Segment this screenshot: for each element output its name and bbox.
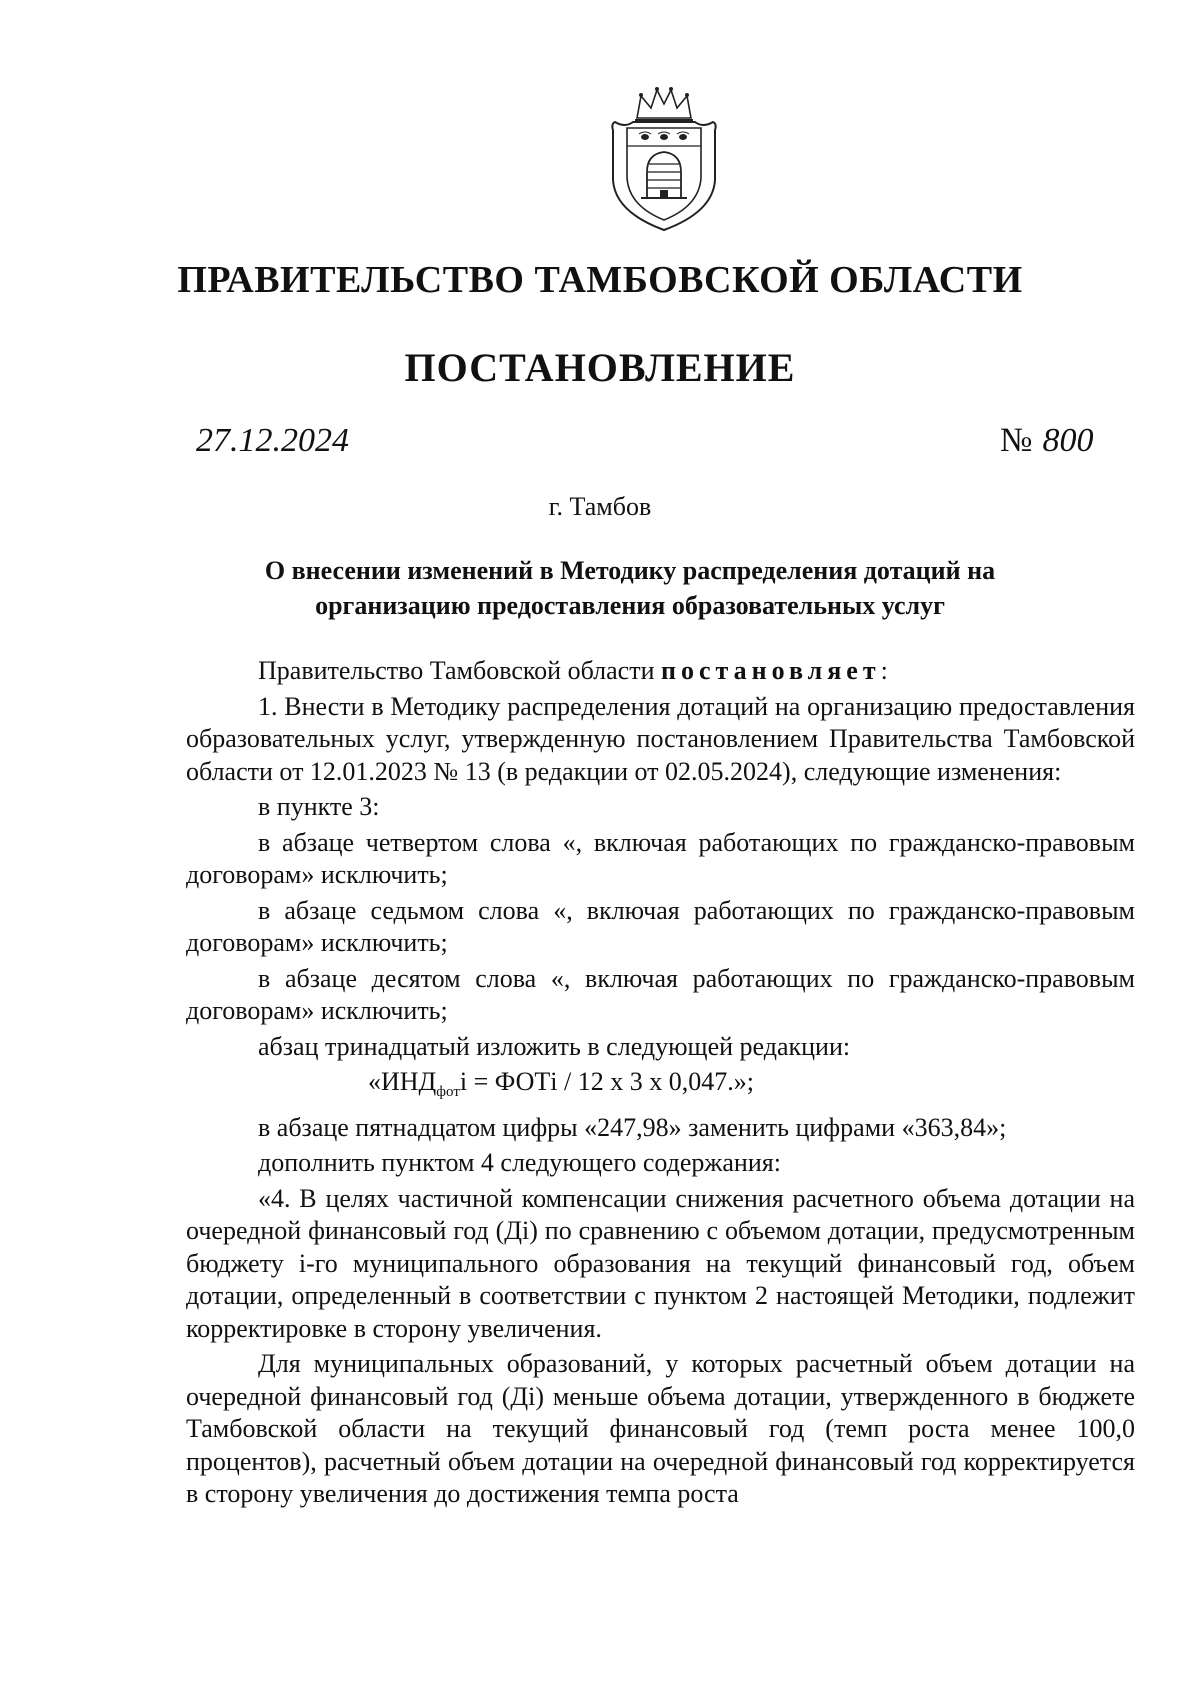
formula-subscript: фот [436,1084,460,1101]
formula-main: «ИНД [368,1067,437,1096]
paragraph-6: абзац тринадцатый изложить в следующей редакции: [258,1031,851,1061]
number-value: 800 [1042,422,1094,459]
paragraph-9: «4. В целях частичной компенсации снижения расчетного объема дотации на очередной финансовый год (Дi) по сравнению с объемом дотации, предусмотренным бюджету i-го муниципального образования на текущий финансовый год, объем дотации, определенный в соответствии с пунктом 2 настоящей Методики, подлежит корректировке в сторону увеличения. [186,1183,1135,1343]
document-body [186,655,1135,1514]
formula [186,1066,1135,1109]
paragraph-5: в абзаце десятом слова «, включая работающих по гражданско-правовым договорам» исключить; [186,963,1135,1025]
government-name: ПРАВИТЕЛЬСТВО ТАМБОВСКОЙ ОБЛАСТИ [177,259,1023,301]
paragraph-10: Для муниципальных образований, у которых расчетный объем дотации на очередной финансовый год (Дi) меньше объема дотации, утвержденного в бюджете Тамбовской области на текущий финансовый год (темп роста менее 100,0 процентов), расчетный объем дотации на очередной финансовый год корректируется в сторону увеличения до достижения темпа роста [186,1349,1135,1509]
paragraph-1: 1. Внести в Методику распределения дотаций на организацию предоставления образовательных услуг, утвержденную постановлением Правительства Тамбовской области от 12.01.2023 № 13 (в редакции от 02.05.2024), следующие изменения: [186,691,1135,786]
number-label: № [1000,422,1033,459]
tambov-coat-of-arms-icon [607,84,721,234]
document-date: 27.12.2024 [196,422,349,459]
intro-suffix: : [880,656,888,685]
paragraph-7: в абзаце пятнадцатом цифры «247,98» заменить цифрами «363,84»; [258,1112,1007,1142]
paragraph-2: в пункте 3: [258,792,380,821]
city: г. Тамбов [548,492,652,521]
intro-prefix: Правительство Тамбовской области [258,656,655,685]
paragraph-8: дополнить пунктом 4 следующего содержания: [258,1148,781,1178]
document-subject: О внесении изменений в Методику распределения дотаций на организацию предоставления образовательных услуг [264,556,996,620]
paragraph-4: в абзаце седьмом слова «, включая работающих по гражданско-правовым договорам» исключить; [186,895,1135,957]
formula-rest: i = ФОТi / 12 х 3 х 0,047.»; [459,1067,754,1096]
document-number [1000,422,1093,460]
intro-paragraph [186,655,1135,688]
document-type: ПОСТАНОВЛЕНИЕ [404,345,796,390]
intro-keyword: постановляет [661,656,881,685]
paragraph-3: в абзаце четвертом слова «, включая работающих по гражданско-правовым договорам» исключить; [186,827,1135,889]
